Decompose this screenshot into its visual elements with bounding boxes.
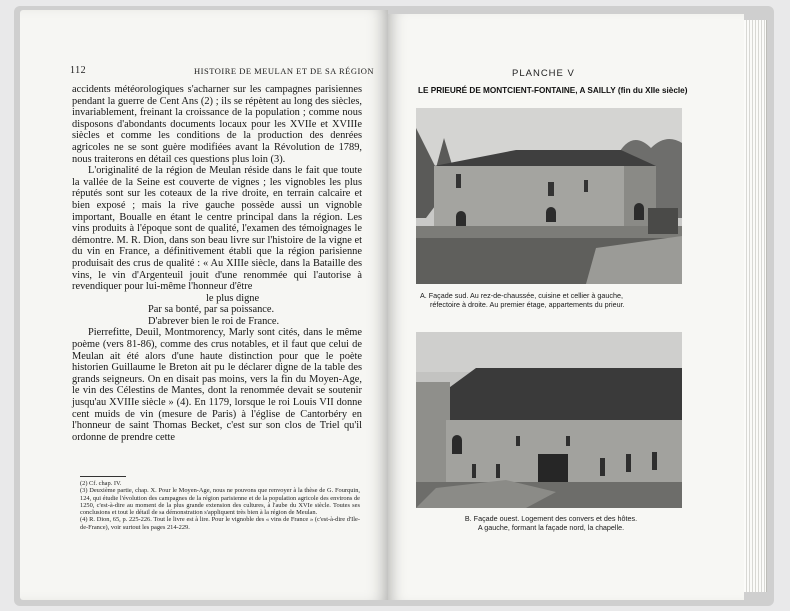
- plate-title: LE PRIEURÉ DE MONTCIENT-FONTAINE, A SAILLY (fin du XIIe siècle): [418, 86, 688, 95]
- verse-line: Par sa bonté, par sa poissance.: [148, 304, 275, 316]
- footnote: (3) Deuxième partie, chap. X. Pour le Moyen-Age, nous ne pouvons que renvoyer à la thèse de G. Fourquin, 124, qui étudie l'évolution des campagnes de la région parisienne et de la population agricole des environs de 1250, c'est-à-dire au moment de la plus grande extension des cultures, à l'aube du XVIe siècle. Toutes ses conclusions et tout le détail de sa démonstration s'appliquent très bien à la région de Meulan.: [80, 487, 360, 517]
- body-text: [72, 84, 362, 443]
- plate-label: PLANCHE V: [512, 68, 575, 79]
- page-number: 112: [70, 65, 87, 76]
- footnote: (2) Cf. chap. IV.: [80, 480, 122, 487]
- page-edges: [744, 20, 767, 592]
- paragraph: accidents météorologiques s'acharner sur les campagnes parisiennes pendant la guerre de Cent Ans (2) ; ils se répètent au long des siècles, invariablement, freinant la croissance de la population ; comme nous disposons d'abondants documents locaux pour les XVIIe et XVIIIe siècles et comme les conditions de la production des denrées agricoles ne se sont guère modifiées avant la Révolution de 1789, nous traiterons en détail ces questions plus loin (3).: [72, 84, 362, 165]
- verse-line: le plus digne: [206, 292, 260, 304]
- footnote-rule: [80, 476, 126, 477]
- verse-line: D'abrever bien le roi de France.: [148, 315, 280, 327]
- paragraph: Pierrefitte, Deuil, Montmorency, Marly sont cités, dans le même poème (vers 81-86), comme des crus notables, et il faut que celui de Meulan ait été alors d'une haute distinction pour que le poète historien Guillaume le Breton ait pu le déclarer digne de la table des grands seigneurs. On en disait pas moins, vers la fin du Moyen-Age, le vin des Célestins de Mantes, dont la renommée devait se soutenir jusqu'au XVIIIe siècle » (4). En 1179, lorsque le roi Louis VII donne cent muids de vin (mesure de Paris) à l'église de Cantorbéry en l'honneur de saint Thomas Becket, c'est sur son clos de Triel qu'il ordonne de prendre cette: [72, 327, 362, 443]
- caption-b-line: B. Façade ouest. Logement des convers et des hôtes.: [464, 514, 638, 523]
- paragraph: L'originalité de la région de Meulan réside dans le fait que toute la vallée de la Seine est couverte de vignes ; les vignobles les plus réputés sont sur les coteaux de la rive droite, en terrain calcaire et bien exposé ; mais la rive gauche possède aussi un vignoble important, Boualle en étant le centre principal dans la région. Les vins produits à l'époque sont de qualité, l'examen des témoignages le démontre. M. R. Dion, dans son beau livre sur l'histoire de la vigne et du vin en France, a définitivement établi que la région parisienne produisait des crus de qualité : « Au XIIIe siècle, dans la Bataille des vins, le vin d'Argenteuil jouit d'une renommée qui l'autorise à revendiquer pour lui-même l'honneur d'être: [72, 165, 362, 293]
- footnote: (4) R. Dion, 65, p. 225-226. Tout le livre est à lire. Pour le vignoble des « vins de France » (c'est-à-dire d'Ile-de-France), voir surtout les pages 214-229.: [80, 516, 360, 531]
- footnotes: [80, 470, 360, 531]
- caption-b-line: A gauche, formant la façade nord, la chapelle.: [477, 523, 625, 532]
- caption-a-line: A. Façade sud. Au rez-de-chaussée, cuisine et cellier à gauche,: [420, 291, 623, 300]
- photo-west-facade: [416, 332, 682, 508]
- caption-b: [420, 514, 682, 532]
- photo-south-facade: [416, 108, 682, 284]
- caption-a: [420, 291, 682, 309]
- caption-a-line: réfectoire à droite. Au premier étage, appartements du prieur.: [430, 300, 625, 309]
- running-title: HISTOIRE DE MEULAN ET DE SA RÉGION: [194, 66, 375, 76]
